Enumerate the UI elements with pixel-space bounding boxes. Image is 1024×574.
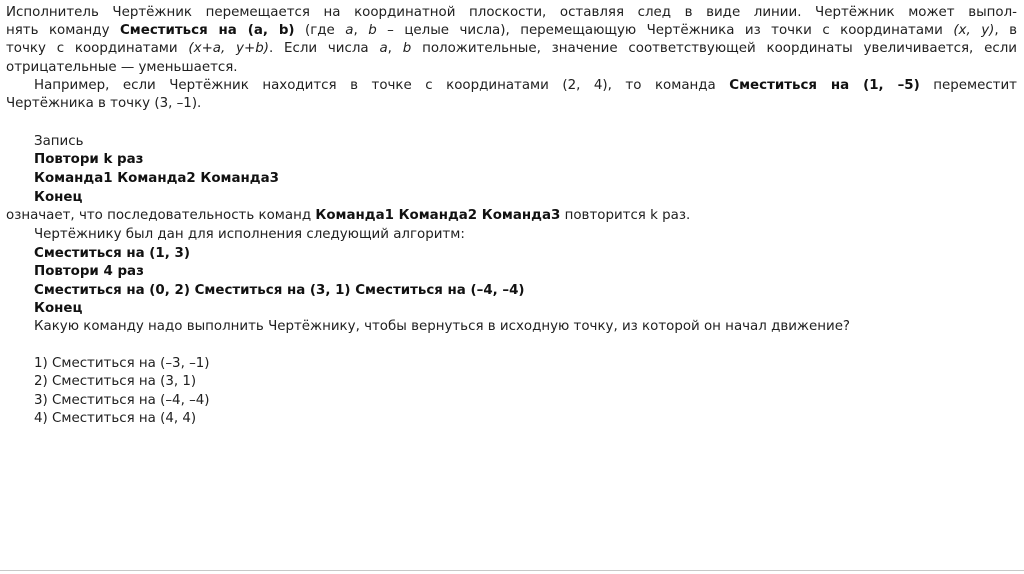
definition-commands <box>34 170 279 189</box>
answer-option-3: 3) Сместиться на (–4, –4) <box>34 393 210 408</box>
algorithm-end <box>34 300 82 319</box>
example-command: Сместиться на (1, –5) <box>729 78 920 93</box>
intro-line-2 <box>6 22 1017 41</box>
command-move-generic: Сместиться на (a, b) <box>119 23 295 38</box>
algorithm-step-1-text: Сместиться на (1, 3) <box>34 246 190 261</box>
coords-shifted: (x+a, y+b) <box>188 41 269 56</box>
example-text-1b: переместит <box>933 78 1017 93</box>
algorithm-intro: Чертёжнику был дан для исполнения следующий алгоритм: <box>34 227 465 242</box>
example-text-1a: Например, если Чертёжник находится в точке с координатами (2, 4), то команда <box>34 78 716 93</box>
algorithm-body <box>34 282 525 301</box>
comma: , <box>353 23 358 38</box>
definition-end-text: Конец <box>34 190 83 205</box>
intro-line-1 <box>6 4 1017 23</box>
intro-text-2c: – целые числа), перемещающую Чертёжника из точки с координатами <box>387 23 943 38</box>
algorithm-step-1 <box>34 245 190 264</box>
intro-text-3b: . Если числа <box>268 41 369 56</box>
algorithm-repeat-text: Повтори 4 раз <box>34 264 144 279</box>
algorithm-body-text: Сместиться на (0, 2) Сместиться на (3, 1) Сместиться на (–4, –4) <box>34 283 525 298</box>
var-a: a <box>345 23 354 38</box>
comma: , <box>387 41 392 56</box>
example-line-2: Чертёжника в точку (3, –1). <box>6 96 202 111</box>
coords-xy: (x, y) <box>953 23 995 38</box>
example-line-1 <box>34 77 1017 96</box>
definition-commands-text: Команда1 Команда2 Команда3 <box>34 171 279 186</box>
intro-text-2a: нять команду <box>6 23 110 38</box>
definition-repeat <box>34 151 143 170</box>
question: Какую команду надо выполнить Чертёжнику, чтобы вернуться в исходную точку, из которой он начал движение? <box>34 319 851 334</box>
definition-meaning-commands: Команда1 Команда2 Команда3 <box>315 208 561 223</box>
answer-option-4: 4) Сместиться на (4, 4) <box>34 411 197 426</box>
var-a: a <box>379 41 388 56</box>
definition-label: Запись <box>34 134 84 149</box>
answer-option-1: 1) Сместиться на (–3, –1) <box>34 356 210 371</box>
algorithm-repeat <box>34 263 144 282</box>
intro-text-2d: , в <box>994 23 1017 38</box>
answer-option-2: 2) Сместиться на (3, 1) <box>34 374 197 389</box>
definition-meaning-a: означает, что последовательность команд <box>6 208 312 223</box>
algorithm-end-text: Конец <box>34 301 83 316</box>
intro-line-4: отрицательные — уменьшается. <box>6 60 238 75</box>
intro-line-3 <box>6 40 1017 59</box>
definition-end <box>34 189 82 208</box>
intro-text-1: Исполнитель Чертёжник перемещается на координатной плоскости, оставляя след в виде линии. Чертёжник может выпол- <box>6 5 1017 20</box>
definition-repeat-text: Повтори k раз <box>34 152 144 167</box>
var-b: b <box>402 41 412 56</box>
var-b: b <box>368 23 377 38</box>
bottom-divider <box>0 570 1024 571</box>
definition-meaning-b: повторится k раз. <box>564 208 691 223</box>
intro-text-3a: точку с координатами <box>6 41 178 56</box>
intro-text-3c: положительные, значение соответствующей координаты увеличивается, если <box>422 41 1017 56</box>
definition-meaning <box>6 207 690 226</box>
intro-text-2b: (где <box>305 23 335 38</box>
